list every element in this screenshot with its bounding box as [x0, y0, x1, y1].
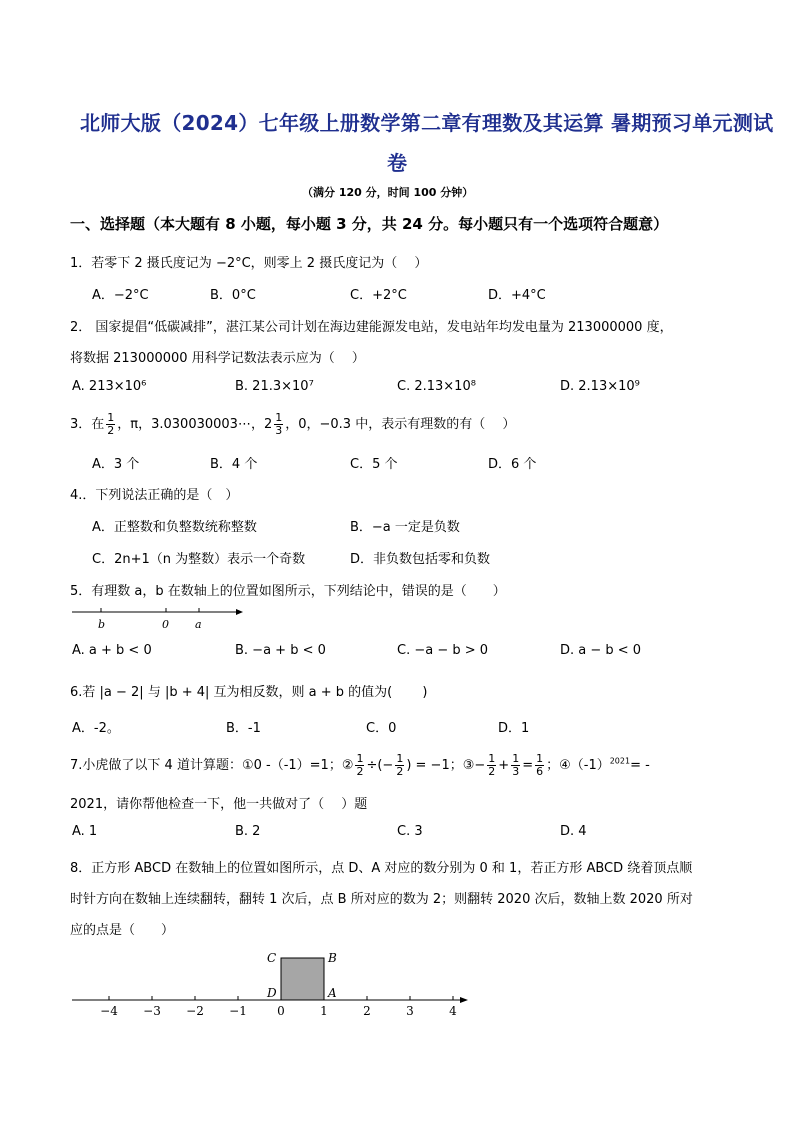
fraction-numerator: 1 [356, 752, 364, 765]
fraction-denominator: 2 [356, 765, 364, 778]
question-8-stem-line3: 应的点是（ ） [70, 923, 175, 938]
label-c: C [267, 951, 277, 965]
question-8-figure [68, 945, 478, 1025]
section-heading: 一、选择题（本大题有 8 小题，每小题 3 分，共 24 分。每小题只有一个选项符合题意） [70, 215, 669, 233]
fraction-numerator: 1 [488, 752, 496, 765]
question-7-option-a: A. 1 [72, 824, 98, 839]
tick-label: −2 [186, 1004, 204, 1018]
question-7-stem-line1: 7.小虎做了以下 4 道计算题：①0 -（-1）=1；② $\frac{1}{2}$ ÷(− $\frac{1}{2}$ ) = −1；③− $\frac{1}{2}$ + $\frac{1}{3}$ = $\frac{1}{6}$ ；$④(-1)^{2021}=$ - [70, 752, 650, 778]
question-2-stem-line2: 将数据 213000000 用科学记数法表示应为（ ） [70, 351, 365, 366]
question-3-option-a: A．3 个 [92, 457, 140, 472]
page-subtitle: （满分 120 分，时间 100 分钟） [302, 186, 474, 199]
question-1-option-a: A．−2°C [92, 288, 149, 303]
question-1-stem: 1．若零下 2 摄氏度记为 −2°C，则零上 2 摄氏度记为（ ） [70, 256, 428, 271]
fraction-denominator: 2 [396, 765, 404, 778]
question-3-stem-part-b: ，π，3.030030003⋯，2 [117, 417, 273, 432]
question-2-option-c: C. 2.13×10⁸ [397, 379, 476, 394]
question-4-option-b: B．−a 一定是负数 [350, 520, 460, 535]
question-1-option-c: C．+2°C [350, 288, 407, 303]
label-a: A [328, 986, 337, 1000]
question-4-option-d: D．非负数包括零和负数 [350, 552, 491, 567]
tick-label: 3 [406, 1004, 414, 1018]
question-3-option-c: C．5 个 [350, 457, 398, 472]
question-5-number-line [68, 604, 248, 634]
fraction [355, 753, 364, 778]
question-3-stem [70, 412, 515, 437]
question-5-option-d: D. a − b < 0 [560, 643, 642, 658]
fraction-denominator: 6 [536, 765, 544, 778]
fraction [487, 753, 496, 778]
question-7-option-d: D. 4 [560, 824, 587, 839]
fraction-denominator: 3 [512, 765, 520, 778]
page-title: 北师大版（2024）七年级上册数学第二章有理数及其运算 暑期预习单元测试 [80, 111, 774, 135]
question-6-option-b: B．-1 [226, 721, 261, 736]
question-2-option-a: A. 213×10⁶ [72, 379, 147, 394]
question-4-option-c: C．2n+1（n 为整数）表示一个奇数 [92, 552, 306, 567]
fraction-numerator: 1 [107, 411, 115, 424]
tick-marks [100, 996, 457, 1018]
axis-arrow [236, 609, 243, 615]
question-6-option-a: A．-2。 [72, 721, 120, 736]
question-8-stem-line1: 8．正方形 ABCD 在数轴上的位置如图所示，点 D、A 对应的数分别为 0 和 1，若正方形 ABCD 绕着顶点顺 [70, 861, 693, 876]
question-5-option-b: B. −a + b < 0 [235, 643, 326, 658]
fraction-numerator: 1 [536, 752, 544, 765]
question-1-option-b: B．0°C [210, 288, 256, 303]
tick-label: 4 [449, 1004, 457, 1018]
label-d: D [267, 986, 277, 1000]
axis-arrow [460, 997, 468, 1003]
fraction [535, 753, 544, 778]
fraction-denominator: 2 [488, 765, 496, 778]
question-2-option-d: D. 2.13×10⁹ [560, 379, 640, 394]
label-a: a [195, 618, 202, 631]
fraction-numerator: 1 [396, 752, 404, 765]
question-6-option-d: D．1 [498, 721, 530, 736]
question-7-option-c: C. 3 [397, 824, 423, 839]
question-5-option-c: C. −a − b > 0 [397, 643, 489, 658]
page-title-continued: 卷 [387, 151, 408, 175]
question-8-stem-line2: 时针方向在数轴上连续翻转，翻转 1 次后，点 B 所对应的数为 2；则翻转 2020 次后，数轴上数 2020 所对 [70, 892, 693, 907]
question-6-stem: 6.若 |a − 2| 与 |b + 4| 互为相反数，则 a + b 的值为( ) [70, 685, 428, 700]
fraction-denominator: 3 [275, 424, 283, 437]
fraction-numerator: 1 [512, 752, 520, 765]
fraction [511, 753, 520, 778]
question-7-stem-part-a: 7.小虎做了以下 4 道计算题：①0 -（-1）=1；② [70, 758, 354, 773]
fraction-numerator: 1 [275, 411, 283, 424]
fraction [395, 753, 404, 778]
fraction-one-half [106, 412, 115, 437]
question-7-option-b: B. 2 [235, 824, 261, 839]
question-5-stem: 5．有理数 a，b 在数轴上的位置如图所示，下列结论中，错误的是（ ） [70, 584, 506, 599]
label-0: 0 [162, 618, 169, 631]
tick-label: −3 [143, 1004, 161, 1018]
tick-label: 1 [320, 1004, 328, 1018]
square-abcd [281, 958, 324, 1000]
question-5-option-a: A. a + b < 0 [72, 643, 152, 658]
question-2-option-b: B. 21.3×10⁷ [235, 379, 314, 394]
question-1-option-d: D．+4°C [488, 288, 546, 303]
tick-label: −1 [229, 1004, 247, 1018]
question-4-option-a: A．正整数和负整数统称整数 [92, 520, 257, 535]
question-3-stem-part-a: 3．在 [70, 417, 105, 432]
question-7-stem-line2: 2021，请你帮他检查一下，他一共做对了（ ）题 [70, 797, 368, 812]
question-2-stem-line1: 2． 国家提倡“低碳减排”，湛江某公司计划在海边建能源发电站，发电站年均发电量为 213000000 度， [70, 320, 673, 335]
fraction-denominator: 2 [107, 424, 115, 437]
question-4-stem: 4.．下列说法正确的是（ ） [70, 488, 239, 503]
label-b: b [98, 618, 106, 631]
question-6-option-c: C．0 [366, 721, 397, 736]
tick-label: −4 [100, 1004, 118, 1018]
tick-label: 2 [363, 1004, 371, 1018]
fraction-one-third [274, 412, 283, 437]
question-3-option-b: B．4 个 [210, 457, 258, 472]
label-b: B [328, 951, 337, 965]
tick-label: 0 [277, 1004, 285, 1018]
question-3-stem-part-c: ，0，−0.3 中，表示有理数的有（ ） [285, 417, 516, 432]
question-3-option-d: D．6 个 [488, 457, 537, 472]
